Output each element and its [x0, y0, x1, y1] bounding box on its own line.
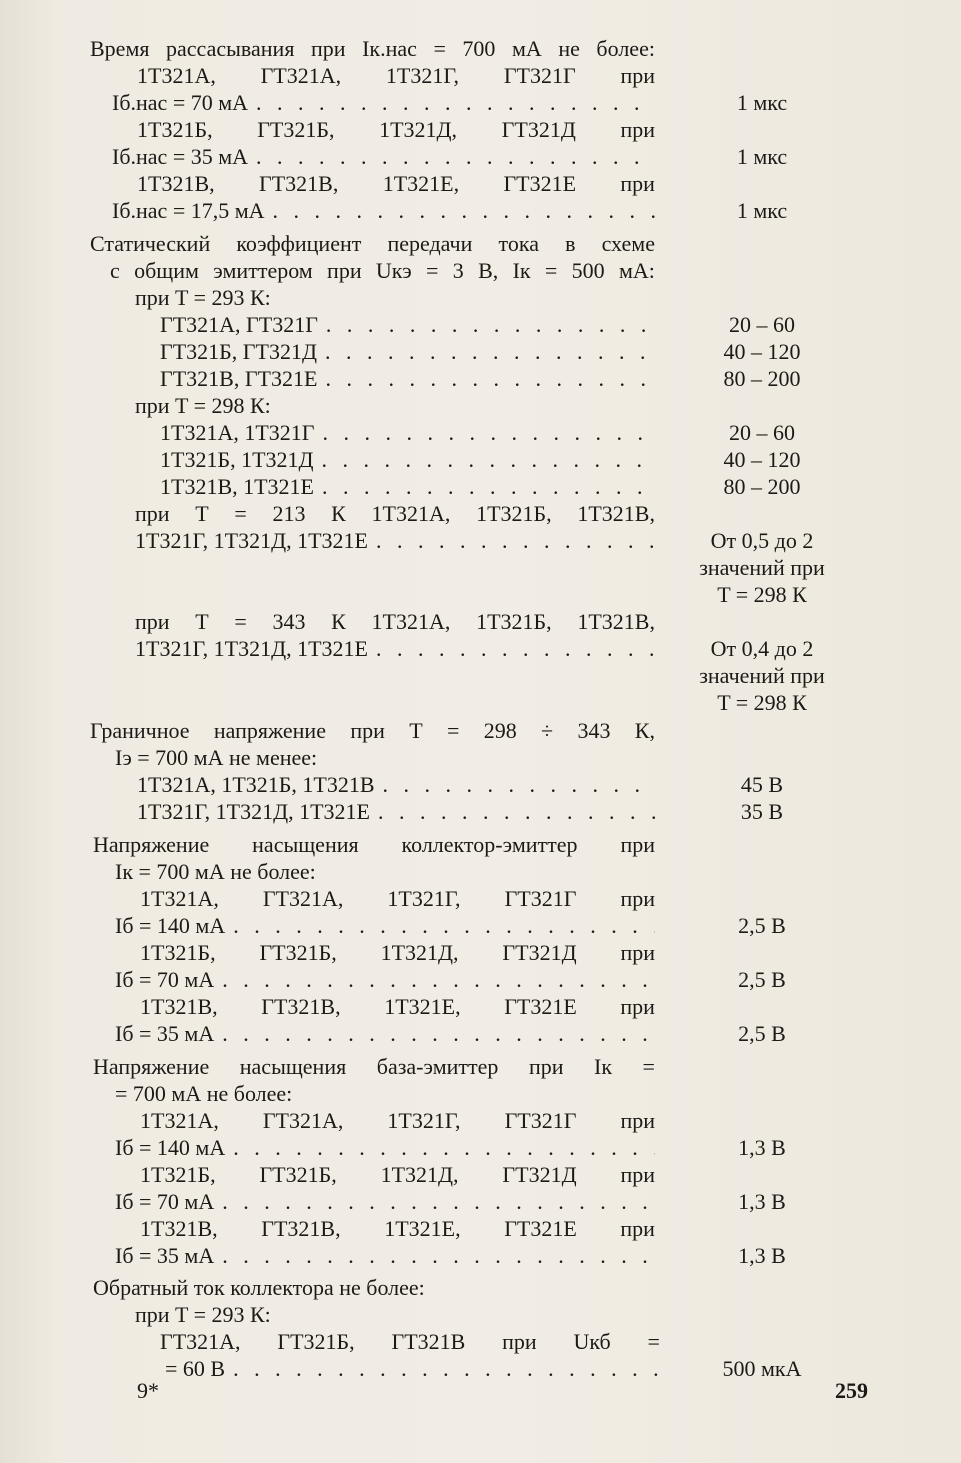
spec-word: не: [558, 36, 580, 61]
spec-label: Iб = 35 мА: [115, 1021, 215, 1046]
spec-word: 1Т321Д,: [380, 940, 459, 965]
spec-word: ГТ321Д: [502, 940, 577, 965]
spec-value: От 0,5 до 2: [710, 528, 814, 553]
spec-word: Статический: [90, 231, 211, 256]
spec-line: [160, 420, 655, 446]
spec-word: насыщения: [239, 1054, 347, 1079]
dot-leader: [376, 636, 655, 662]
spec-word: 1Т321Е,: [384, 994, 461, 1019]
spec-word: 1Т321А,: [371, 609, 451, 634]
spec-line: [160, 366, 655, 392]
spec-word: 1Т321Б,: [140, 1162, 216, 1187]
spec-word: ГТ321Г: [504, 1108, 577, 1133]
spec-word: Iк: [512, 258, 531, 283]
spec-line: Iэ = 700 мА не менее:: [115, 745, 318, 770]
spec-label: Iб = 140 мА: [115, 913, 226, 938]
spec-value: 45 В: [740, 772, 784, 797]
spec-label: 1Т321Г, 1Т321Д, 1Т321Е: [137, 799, 370, 824]
spec-word: при: [502, 1329, 537, 1354]
spec-word: Iк: [594, 1054, 613, 1079]
signature-mark: 9*: [137, 1378, 159, 1403]
spec-label: Iб.нас = 70 мА: [112, 90, 249, 115]
spec-word: 3: [452, 258, 464, 283]
spec-value: 2,5 В: [738, 967, 786, 992]
spec-line: [90, 718, 655, 744]
spec-word: 1Т321А,: [140, 886, 219, 911]
spec-word: при: [620, 1108, 655, 1133]
spec-word: Iк.нас: [362, 36, 417, 61]
spec-line: [115, 913, 655, 939]
dot-leader: [383, 772, 655, 798]
dot-leader: [322, 474, 655, 500]
spec-value: От 0,4 до 2: [710, 636, 814, 661]
spec-value: 80 – 200: [723, 474, 801, 499]
spec-word: =: [446, 718, 460, 743]
spec-word: при: [350, 718, 385, 743]
spec-line: [93, 1054, 655, 1080]
dot-leader: [325, 366, 655, 392]
spec-word: T: [195, 609, 209, 634]
spec-line: [112, 90, 655, 116]
spec-word: насыщения: [252, 832, 359, 857]
spec-word: при: [620, 117, 655, 142]
spec-word: эмиттером: [213, 258, 313, 283]
dot-leader: [222, 1021, 655, 1047]
spec-line: [135, 528, 655, 554]
spec-word: ГТ321В,: [261, 1216, 341, 1241]
spec-word: 1Т321В,: [577, 501, 655, 526]
spec-line: [140, 994, 655, 1020]
spec-line: [115, 1189, 655, 1215]
dot-leader: [273, 198, 655, 224]
spec-line: [115, 967, 655, 993]
spec-label: ГТ321В, ГТ321Е: [160, 366, 318, 391]
spec-line: [115, 1135, 655, 1161]
spec-value: значений при: [699, 555, 825, 580]
spec-value: 1 мкс: [736, 90, 788, 115]
spec-word: =: [433, 36, 446, 61]
spec-line: [135, 636, 655, 662]
spec-word: при: [620, 994, 655, 1019]
spec-word: 1Т321А,: [140, 1108, 219, 1133]
dot-leader: [233, 913, 655, 939]
spec-value: 20 – 60: [729, 312, 795, 337]
spec-word: 343: [272, 609, 306, 634]
spec-value: 40 – 120: [723, 447, 801, 472]
dot-leader: [322, 420, 655, 446]
spec-value: 1,3 В: [738, 1189, 786, 1214]
spec-line: [90, 231, 655, 257]
spec-line: [140, 1216, 655, 1242]
spec-word: мА: [511, 36, 542, 61]
spec-line: при T = 293 К:: [135, 285, 271, 310]
spec-word: при: [620, 886, 655, 911]
spec-word: при: [528, 1054, 564, 1079]
spec-line: Обратный ток коллектора не более:: [93, 1275, 425, 1300]
spec-word: напряжение: [213, 718, 326, 743]
spec-word: ГТ321В,: [258, 171, 339, 196]
spec-word: тока: [498, 231, 539, 256]
spec-line: [140, 886, 655, 912]
spec-word: при: [310, 36, 346, 61]
spec-word: =: [234, 501, 247, 526]
spec-line: [160, 1329, 660, 1355]
spec-word: ГТ321Б,: [257, 117, 335, 142]
spec-word: коллектор-эмиттер: [401, 832, 578, 857]
spec-value: 1,3 В: [738, 1243, 786, 1268]
spec-line: при T = 293 К:: [135, 1302, 271, 1327]
spec-word: с: [110, 258, 120, 283]
spec-word: Напряжение: [93, 1054, 210, 1079]
spec-word: 1Т321Е,: [384, 1216, 461, 1241]
spec-word: ГТ321Б,: [277, 1329, 355, 1354]
spec-word: 1Т321А,: [371, 501, 451, 526]
spec-value: 35 В: [740, 799, 784, 824]
spec-word: 1Т321Б,: [476, 501, 552, 526]
spec-value: T = 298 К: [717, 690, 807, 715]
spec-word: ГТ321Е: [503, 171, 577, 196]
spec-line: [160, 312, 655, 338]
spec-label: Iб.нас = 17,5 мА: [112, 198, 265, 223]
spec-word: рассасывания: [166, 36, 295, 61]
dot-leader: [233, 1356, 660, 1382]
spec-line: [135, 501, 655, 527]
spec-word: ГТ321А,: [160, 1329, 241, 1354]
spec-word: мА:: [619, 258, 655, 283]
spec-word: =: [647, 1329, 660, 1354]
spec-word: при: [620, 171, 655, 196]
dot-leader: [376, 528, 655, 554]
spec-label: 1Т321Г, 1Т321Д, 1Т321Е: [135, 528, 368, 553]
dot-leader: [222, 1243, 655, 1269]
spec-word: =: [544, 258, 558, 283]
spec-word: К: [331, 501, 346, 526]
spec-word: при: [620, 1216, 655, 1241]
spec-line: при T = 298 К:: [135, 393, 271, 418]
spec-label: 1Т321Г, 1Т321Д, 1Т321Е: [135, 636, 368, 661]
spec-word: ГТ321Е: [504, 994, 577, 1019]
spec-label: 1Т321Б, 1Т321Д: [160, 447, 314, 472]
spec-word: 1Т321Б,: [476, 609, 552, 634]
spec-value: 40 – 120: [723, 339, 801, 364]
spec-line: Iк = 700 мА не более:: [115, 859, 316, 884]
spec-line: [115, 1243, 655, 1269]
spec-label: Iб = 35 мА: [115, 1243, 215, 1268]
spec-word: Граничное: [90, 718, 190, 743]
spec-line: [137, 772, 655, 798]
spec-word: 343: [577, 718, 611, 743]
spec-line: [112, 198, 655, 224]
spec-word: =: [425, 258, 439, 283]
spec-word: база-эмиттер: [376, 1054, 499, 1079]
spec-label: Iб = 70 мА: [115, 967, 215, 992]
spec-word: ГТ321Г: [504, 886, 577, 911]
spec-line: [135, 609, 655, 635]
spec-word: ГТ321Г: [503, 63, 576, 88]
spec-label: 1Т321В, 1Т321Е: [160, 474, 314, 499]
spec-word: 1Т321В,: [140, 994, 218, 1019]
spec-word: 1Т321Г,: [387, 1108, 461, 1133]
spec-word: Время: [90, 36, 150, 61]
dot-leader: [256, 144, 655, 170]
spec-word: Напряжение: [93, 832, 210, 857]
spec-line: [160, 447, 655, 473]
spec-line: [115, 1021, 655, 1047]
spec-word: ГТ321А,: [262, 1108, 344, 1133]
dot-leader: [325, 339, 655, 365]
dot-leader: [222, 1189, 655, 1215]
spec-word: 1Т321В,: [140, 1216, 218, 1241]
spec-line: [112, 144, 655, 170]
spec-value: 2,5 В: [738, 1021, 786, 1046]
spec-word: 1Т321А,: [137, 63, 216, 88]
spec-word: ГТ321А,: [260, 63, 342, 88]
spec-word: в: [565, 231, 576, 256]
spec-word: Uкэ: [375, 258, 412, 283]
dot-leader: [322, 447, 655, 473]
spec-word: общим: [134, 258, 199, 283]
spec-word: 700: [462, 36, 496, 61]
spec-value: 20 – 60: [729, 420, 795, 445]
spec-value: T = 298 К: [717, 582, 807, 607]
spec-word: 213: [272, 501, 306, 526]
spec-line: [110, 258, 655, 284]
spec-word: =: [234, 609, 247, 634]
spec-line: [165, 1356, 660, 1382]
spec-word: В,: [478, 258, 499, 283]
spec-word: при: [327, 258, 362, 283]
spec-label: Iб.нас = 35 мА: [112, 144, 249, 169]
spec-label: = 60 В: [165, 1356, 226, 1381]
spec-word: ÷: [541, 718, 554, 743]
spec-word: при: [620, 832, 655, 857]
spec-word: T: [409, 718, 423, 743]
spec-word: 1Т321Г,: [385, 63, 460, 88]
spec-value: 1 мкс: [736, 198, 788, 223]
spec-line: [137, 171, 655, 197]
spec-word: К: [331, 609, 346, 634]
spec-line: [137, 63, 655, 89]
spec-word: схеме: [601, 231, 655, 256]
spec-word: ГТ321А,: [262, 886, 344, 911]
spec-word: 1Т321В,: [577, 609, 655, 634]
spec-word: ГТ321Д: [501, 117, 576, 142]
spec-value: 500 мкА: [722, 1356, 802, 1381]
dot-leader: [326, 312, 655, 338]
spec-line: [140, 1162, 655, 1188]
spec-word: ГТ321В: [391, 1329, 466, 1354]
spec-word: ГТ321В,: [261, 994, 341, 1019]
spec-line: [90, 36, 655, 62]
spec-word: T: [195, 501, 209, 526]
spec-word: при: [135, 501, 170, 526]
spec-word: 1Т321Г,: [387, 886, 461, 911]
spec-word: при: [620, 1162, 655, 1187]
spec-line: [140, 1108, 655, 1134]
spec-line: [160, 339, 655, 365]
spec-line: [137, 117, 655, 143]
spec-value: 1,3 В: [738, 1135, 786, 1160]
spec-value: 2,5 В: [738, 913, 786, 938]
spec-word: ГТ321Б,: [259, 940, 337, 965]
spec-word: 1Т321Д,: [380, 1162, 459, 1187]
spec-line: [93, 832, 655, 858]
spec-word: 1Т321Д,: [379, 117, 458, 142]
spec-line: = 700 мА не более:: [115, 1081, 293, 1106]
spec-value: 80 – 200: [723, 366, 801, 391]
spec-word: ГТ321Е: [504, 1216, 577, 1241]
spec-word: коэффициент: [236, 231, 362, 256]
dot-leader: [222, 967, 655, 993]
spec-line: [160, 474, 655, 500]
spec-label: 1Т321А, 1Т321Г: [160, 420, 315, 445]
spec-word: более:: [596, 36, 655, 61]
spec-word: при: [620, 63, 655, 88]
spec-word: Uкб: [573, 1329, 611, 1354]
spec-word: 1Т321Б,: [140, 940, 216, 965]
spec-line: [140, 940, 655, 966]
spec-label: ГТ321А, ГТ321Г: [160, 312, 318, 337]
spec-value: значений при: [699, 663, 825, 688]
dot-leader: [233, 1135, 655, 1161]
spec-word: при: [620, 940, 655, 965]
spec-word: передачи: [387, 231, 473, 256]
spec-label: 1Т321А, 1Т321Б, 1Т321В: [137, 772, 375, 797]
spec-word: ГТ321Б,: [259, 1162, 337, 1187]
spec-word: К,: [634, 718, 655, 743]
spec-word: при: [135, 609, 170, 634]
spec-word: 500: [571, 258, 605, 283]
spec-label: ГТ321Б, ГТ321Д: [160, 339, 317, 364]
spec-line: [137, 799, 655, 825]
spec-word: 1Т321В,: [137, 171, 215, 196]
spec-label: Iб = 140 мА: [115, 1135, 226, 1160]
spec-word: 298: [483, 718, 517, 743]
spec-word: ГТ321Д: [502, 1162, 577, 1187]
page-number: 259: [835, 1378, 868, 1403]
spec-value: 1 мкс: [736, 144, 788, 169]
spec-word: =: [642, 1054, 655, 1079]
spec-word: 1Т321Е,: [382, 171, 460, 196]
spec-label: Iб = 70 мА: [115, 1189, 215, 1214]
dot-leader: [256, 90, 655, 116]
dot-leader: [378, 799, 655, 825]
spec-word: 1Т321Б,: [137, 117, 213, 142]
